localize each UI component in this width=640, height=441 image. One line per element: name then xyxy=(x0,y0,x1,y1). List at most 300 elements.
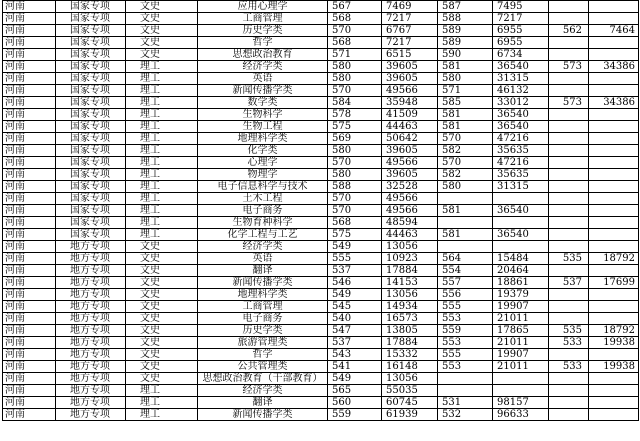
rank-cell: 39605 xyxy=(382,73,438,85)
batch-cell: 地方专项 xyxy=(56,325,126,337)
score-cell: 570 xyxy=(328,85,382,97)
batch-cell: 国家专项 xyxy=(56,13,126,25)
score-cell: 537 xyxy=(328,265,382,277)
batch-cell: 地方专项 xyxy=(56,373,126,385)
major-cell: 英语 xyxy=(198,253,328,265)
batch-cell: 地方专项 xyxy=(56,397,126,409)
batch-cell: 地方专项 xyxy=(56,361,126,373)
rank-cell xyxy=(589,73,639,85)
batch-cell: 国家专项 xyxy=(56,169,126,181)
rank-cell: 61939 xyxy=(382,409,438,421)
province-cell: 河南 xyxy=(3,73,56,85)
province-cell: 河南 xyxy=(3,109,56,121)
province-cell: 河南 xyxy=(3,205,56,217)
subject-cell: 理工 xyxy=(126,169,198,181)
score-cell: 553 xyxy=(438,313,493,325)
rank-cell: 6955 xyxy=(493,37,549,49)
province-cell: 河南 xyxy=(3,229,56,241)
score-cell: 555 xyxy=(438,349,493,361)
table-row xyxy=(3,313,639,325)
rank-cell: 13805 xyxy=(382,325,438,337)
rank-cell: 16573 xyxy=(382,313,438,325)
subject-cell: 文史 xyxy=(126,241,198,253)
table-row xyxy=(3,97,639,109)
batch-cell: 国家专项 xyxy=(56,25,126,37)
table-row xyxy=(3,241,639,253)
score-cell: 549 xyxy=(328,241,382,253)
table-row xyxy=(3,145,639,157)
province-cell: 河南 xyxy=(3,61,56,73)
table-row xyxy=(3,37,639,49)
score-cell xyxy=(438,385,493,397)
score-cell: 549 xyxy=(328,289,382,301)
table-row xyxy=(3,289,639,301)
batch-cell: 地方专项 xyxy=(56,385,126,397)
subject-cell: 理工 xyxy=(126,85,198,97)
major-cell: 地理科学类 xyxy=(198,133,328,145)
batch-cell: 国家专项 xyxy=(56,205,126,217)
score-cell: 570 xyxy=(328,193,382,205)
score-cell: 549 xyxy=(328,373,382,385)
score-cell xyxy=(549,85,589,97)
rank-cell: 49566 xyxy=(382,205,438,217)
batch-cell: 国家专项 xyxy=(56,229,126,241)
subject-cell: 理工 xyxy=(126,133,198,145)
rank-cell: 13056 xyxy=(382,289,438,301)
rank-cell: 47216 xyxy=(493,157,549,169)
province-cell: 河南 xyxy=(3,145,56,157)
score-cell: 535 xyxy=(549,325,589,337)
score-cell: 589 xyxy=(438,37,493,49)
rank-cell: 32528 xyxy=(382,181,438,193)
subject-cell: 理工 xyxy=(126,193,198,205)
table-row xyxy=(3,25,639,37)
table-row xyxy=(3,205,639,217)
rank-cell: 6767 xyxy=(382,25,438,37)
score-cell: 560 xyxy=(328,397,382,409)
score-cell: 590 xyxy=(438,49,493,61)
score-cell: 546 xyxy=(328,277,382,289)
subject-cell: 文史 xyxy=(126,337,198,349)
table-body xyxy=(3,1,639,421)
rank-cell: 7495 xyxy=(493,1,549,13)
subject-cell: 理工 xyxy=(126,409,198,421)
subject-cell: 文史 xyxy=(126,361,198,373)
rank-cell xyxy=(493,193,549,205)
rank-cell: 20464 xyxy=(493,265,549,277)
major-cell: 思想政治教育（干部教育） xyxy=(198,373,328,385)
province-cell: 河南 xyxy=(3,157,56,169)
table-row xyxy=(3,397,639,409)
score-cell: 571 xyxy=(438,85,493,97)
batch-cell: 国家专项 xyxy=(56,193,126,205)
subject-cell: 理工 xyxy=(126,181,198,193)
table-row xyxy=(3,265,639,277)
rank-cell: 21011 xyxy=(493,361,549,373)
score-cell: 575 xyxy=(328,229,382,241)
rank-cell xyxy=(589,145,639,157)
batch-cell: 地方专项 xyxy=(56,277,126,289)
rank-cell: 60745 xyxy=(382,397,438,409)
score-cell xyxy=(549,241,589,253)
rank-cell: 31315 xyxy=(493,181,549,193)
subject-cell: 文史 xyxy=(126,301,198,313)
score-cell xyxy=(549,109,589,121)
subject-cell: 理工 xyxy=(126,157,198,169)
rank-cell xyxy=(589,241,639,253)
rank-cell: 44463 xyxy=(382,121,438,133)
score-cell: 555 xyxy=(328,253,382,265)
score-cell xyxy=(549,385,589,397)
province-cell: 河南 xyxy=(3,217,56,229)
rank-cell: 19907 xyxy=(493,349,549,361)
rank-cell xyxy=(589,373,639,385)
batch-cell: 国家专项 xyxy=(56,121,126,133)
subject-cell: 理工 xyxy=(126,385,198,397)
major-cell: 经济学类 xyxy=(198,385,328,397)
rank-cell: 16148 xyxy=(382,361,438,373)
rank-cell: 15484 xyxy=(493,253,549,265)
score-cell: 568 xyxy=(328,37,382,49)
batch-cell: 国家专项 xyxy=(56,73,126,85)
score-cell: 555 xyxy=(438,301,493,313)
score-cell xyxy=(438,193,493,205)
rank-cell: 19938 xyxy=(589,337,639,349)
rank-cell: 18861 xyxy=(493,277,549,289)
table-row xyxy=(3,277,639,289)
score-cell: 562 xyxy=(549,25,589,37)
batch-cell: 国家专项 xyxy=(56,85,126,97)
province-cell: 河南 xyxy=(3,133,56,145)
score-cell: 588 xyxy=(438,13,493,25)
major-cell: 心理学 xyxy=(198,157,328,169)
score-cell: 545 xyxy=(328,301,382,313)
major-cell: 翻译 xyxy=(198,397,328,409)
rank-cell: 50642 xyxy=(382,133,438,145)
rank-cell xyxy=(589,289,639,301)
score-cell xyxy=(549,133,589,145)
score-cell xyxy=(549,193,589,205)
score-cell xyxy=(549,373,589,385)
score-cell: 580 xyxy=(328,61,382,73)
batch-cell: 地方专项 xyxy=(56,337,126,349)
major-cell: 工商管理 xyxy=(198,301,328,313)
rank-cell: 39605 xyxy=(382,145,438,157)
score-cell: 567 xyxy=(328,1,382,13)
score-cell: 568 xyxy=(328,13,382,25)
subject-cell: 文史 xyxy=(126,325,198,337)
score-cell: 580 xyxy=(438,73,493,85)
rank-cell: 55035 xyxy=(382,385,438,397)
rank-cell xyxy=(493,373,549,385)
province-cell: 河南 xyxy=(3,37,56,49)
rank-cell: 46132 xyxy=(493,85,549,97)
admission-score-table xyxy=(2,0,639,421)
table-row xyxy=(3,49,639,61)
province-cell: 河南 xyxy=(3,13,56,25)
score-cell xyxy=(438,241,493,253)
rank-cell: 39605 xyxy=(382,61,438,73)
rank-cell: 34386 xyxy=(589,97,639,109)
rank-cell: 35635 xyxy=(493,169,549,181)
batch-cell: 地方专项 xyxy=(56,289,126,301)
table-row xyxy=(3,181,639,193)
score-cell: 570 xyxy=(438,133,493,145)
batch-cell: 国家专项 xyxy=(56,97,126,109)
rank-cell: 7464 xyxy=(589,25,639,37)
rank-cell xyxy=(589,121,639,133)
subject-cell: 文史 xyxy=(126,253,198,265)
score-cell xyxy=(438,373,493,385)
rank-cell: 7217 xyxy=(382,37,438,49)
province-cell: 河南 xyxy=(3,289,56,301)
major-cell: 化学工程与工艺 xyxy=(198,229,328,241)
table-row xyxy=(3,13,639,25)
table-row xyxy=(3,301,639,313)
rank-cell: 49566 xyxy=(382,85,438,97)
rank-cell xyxy=(493,385,549,397)
rank-cell: 35635 xyxy=(493,145,549,157)
rank-cell: 44463 xyxy=(382,229,438,241)
province-cell: 河南 xyxy=(3,1,56,13)
major-cell: 生物科学 xyxy=(198,109,328,121)
score-cell xyxy=(549,229,589,241)
rank-cell: 19379 xyxy=(493,289,549,301)
score-cell: 582 xyxy=(438,169,493,181)
score-cell: 581 xyxy=(438,205,493,217)
table-row xyxy=(3,169,639,181)
score-cell: 531 xyxy=(438,397,493,409)
province-cell: 河南 xyxy=(3,265,56,277)
score-cell xyxy=(549,301,589,313)
score-cell: 554 xyxy=(438,265,493,277)
batch-cell: 国家专项 xyxy=(56,181,126,193)
table-row xyxy=(3,133,639,145)
rank-cell: 17699 xyxy=(589,277,639,289)
table-row xyxy=(3,73,639,85)
score-cell xyxy=(549,73,589,85)
batch-cell: 地方专项 xyxy=(56,409,126,421)
score-cell xyxy=(549,169,589,181)
subject-cell: 理工 xyxy=(126,229,198,241)
rank-cell xyxy=(589,205,639,217)
major-cell: 思想政治教育 xyxy=(198,49,328,61)
province-cell: 河南 xyxy=(3,301,56,313)
rank-cell: 14153 xyxy=(382,277,438,289)
rank-cell xyxy=(589,229,639,241)
score-cell: 582 xyxy=(438,145,493,157)
score-cell: 581 xyxy=(438,121,493,133)
rank-cell: 41509 xyxy=(382,109,438,121)
score-cell: 570 xyxy=(328,205,382,217)
score-cell xyxy=(549,181,589,193)
major-cell: 旅游管理类 xyxy=(198,337,328,349)
score-cell: 559 xyxy=(438,325,493,337)
province-cell: 河南 xyxy=(3,49,56,61)
table-row xyxy=(3,337,639,349)
score-cell xyxy=(549,313,589,325)
rank-cell: 17884 xyxy=(382,265,438,277)
score-cell: 556 xyxy=(438,289,493,301)
rank-cell xyxy=(589,397,639,409)
score-cell: 584 xyxy=(328,97,382,109)
rank-cell: 36540 xyxy=(493,205,549,217)
rank-cell xyxy=(589,301,639,313)
major-cell: 化学类 xyxy=(198,145,328,157)
score-cell: 573 xyxy=(549,97,589,109)
batch-cell: 地方专项 xyxy=(56,253,126,265)
major-cell: 电子商务 xyxy=(198,205,328,217)
major-cell: 物理学 xyxy=(198,169,328,181)
rank-cell xyxy=(589,49,639,61)
score-cell: 541 xyxy=(328,361,382,373)
subject-cell: 理工 xyxy=(126,217,198,229)
score-cell xyxy=(549,397,589,409)
batch-cell: 地方专项 xyxy=(56,313,126,325)
rank-cell: 49566 xyxy=(382,157,438,169)
rank-cell xyxy=(589,13,639,25)
rank-cell: 35948 xyxy=(382,97,438,109)
subject-cell: 理工 xyxy=(126,205,198,217)
rank-cell xyxy=(589,349,639,361)
score-cell: 587 xyxy=(438,1,493,13)
province-cell: 河南 xyxy=(3,277,56,289)
rank-cell: 36540 xyxy=(493,229,549,241)
rank-cell: 39605 xyxy=(382,169,438,181)
province-cell: 河南 xyxy=(3,325,56,337)
table-row xyxy=(3,361,639,373)
major-cell: 新闻传播学类 xyxy=(198,409,328,421)
batch-cell: 国家专项 xyxy=(56,133,126,145)
rank-cell xyxy=(589,313,639,325)
score-cell: 565 xyxy=(328,385,382,397)
rank-cell: 36540 xyxy=(493,109,549,121)
batch-cell: 地方专项 xyxy=(56,265,126,277)
table-row xyxy=(3,61,639,73)
score-cell: 564 xyxy=(438,253,493,265)
score-cell: 580 xyxy=(328,73,382,85)
score-cell: 571 xyxy=(328,49,382,61)
rank-cell: 6734 xyxy=(493,49,549,61)
rank-cell: 7469 xyxy=(382,1,438,13)
province-cell: 河南 xyxy=(3,121,56,133)
major-cell: 翻译 xyxy=(198,265,328,277)
major-cell: 应用心理学 xyxy=(198,1,328,13)
score-cell xyxy=(549,145,589,157)
major-cell: 新闻传播学类 xyxy=(198,277,328,289)
score-cell: 537 xyxy=(328,337,382,349)
score-cell: 535 xyxy=(549,253,589,265)
rank-cell: 47216 xyxy=(493,133,549,145)
score-cell xyxy=(549,13,589,25)
major-cell: 历史学类 xyxy=(198,25,328,37)
score-cell: 589 xyxy=(438,25,493,37)
rank-cell: 33012 xyxy=(493,97,549,109)
rank-cell xyxy=(589,133,639,145)
province-cell: 河南 xyxy=(3,397,56,409)
province-cell: 河南 xyxy=(3,409,56,421)
score-cell: 581 xyxy=(438,61,493,73)
batch-cell: 国家专项 xyxy=(56,1,126,13)
subject-cell: 文史 xyxy=(126,349,198,361)
subject-cell: 文史 xyxy=(126,1,198,13)
score-cell: 578 xyxy=(328,109,382,121)
province-cell: 河南 xyxy=(3,373,56,385)
rank-cell: 17865 xyxy=(493,325,549,337)
rank-cell xyxy=(589,157,639,169)
score-cell: 570 xyxy=(328,25,382,37)
score-cell: 553 xyxy=(438,337,493,349)
province-cell: 河南 xyxy=(3,169,56,181)
score-cell: 570 xyxy=(328,157,382,169)
score-cell: 588 xyxy=(328,181,382,193)
province-cell: 河南 xyxy=(3,85,56,97)
score-cell: 553 xyxy=(438,361,493,373)
score-cell xyxy=(549,205,589,217)
score-cell xyxy=(549,37,589,49)
table-row xyxy=(3,109,639,121)
batch-cell: 国家专项 xyxy=(56,61,126,73)
score-cell xyxy=(549,1,589,13)
province-cell: 河南 xyxy=(3,337,56,349)
major-cell: 地理科学类 xyxy=(198,289,328,301)
batch-cell: 国家专项 xyxy=(56,37,126,49)
table-row xyxy=(3,349,639,361)
rank-cell xyxy=(589,169,639,181)
score-cell xyxy=(549,217,589,229)
subject-cell: 理工 xyxy=(126,61,198,73)
rank-cell: 14934 xyxy=(382,301,438,313)
score-cell: 533 xyxy=(549,361,589,373)
score-cell xyxy=(438,217,493,229)
batch-cell: 国家专项 xyxy=(56,49,126,61)
major-cell: 数学类 xyxy=(198,97,328,109)
subject-cell: 理工 xyxy=(126,97,198,109)
major-cell: 经济学类 xyxy=(198,241,328,253)
score-cell: 573 xyxy=(549,61,589,73)
rank-cell: 19938 xyxy=(589,361,639,373)
subject-cell: 理工 xyxy=(126,73,198,85)
table-row xyxy=(3,121,639,133)
subject-cell: 文史 xyxy=(126,49,198,61)
rank-cell: 49566 xyxy=(382,193,438,205)
province-cell: 河南 xyxy=(3,349,56,361)
score-cell: 580 xyxy=(328,145,382,157)
score-cell: 543 xyxy=(328,349,382,361)
major-cell: 新闻传播学类 xyxy=(198,85,328,97)
rank-cell: 21011 xyxy=(493,313,549,325)
province-cell: 河南 xyxy=(3,253,56,265)
score-cell: 559 xyxy=(328,409,382,421)
subject-cell: 文史 xyxy=(126,37,198,49)
major-cell: 英语 xyxy=(198,73,328,85)
rank-cell: 36540 xyxy=(493,121,549,133)
table-row xyxy=(3,325,639,337)
table-row xyxy=(3,373,639,385)
score-cell: 575 xyxy=(328,121,382,133)
major-cell: 生物育种科学 xyxy=(198,217,328,229)
rank-cell xyxy=(589,217,639,229)
rank-cell: 34386 xyxy=(589,61,639,73)
subject-cell: 文史 xyxy=(126,313,198,325)
batch-cell: 地方专项 xyxy=(56,349,126,361)
rank-cell: 18792 xyxy=(589,253,639,265)
rank-cell: 6955 xyxy=(493,25,549,37)
rank-cell xyxy=(589,181,639,193)
batch-cell: 国家专项 xyxy=(56,109,126,121)
subject-cell: 文史 xyxy=(126,13,198,25)
subject-cell: 理工 xyxy=(126,145,198,157)
